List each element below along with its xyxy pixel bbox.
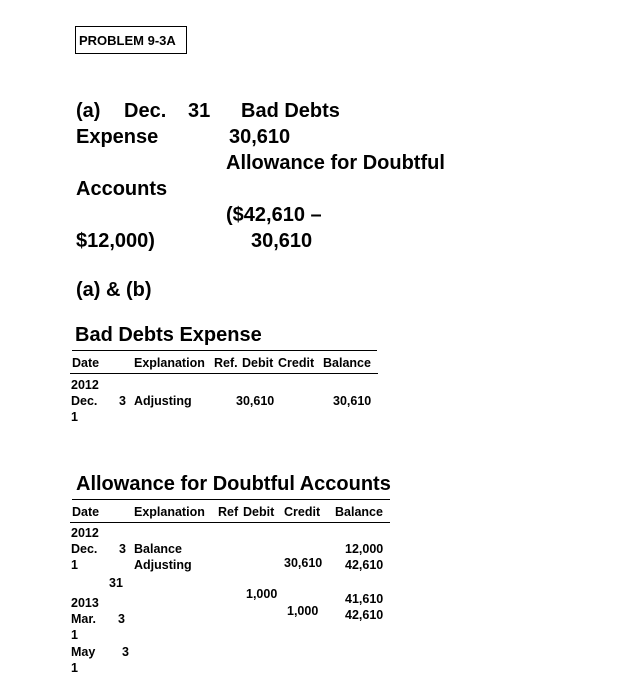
- entry-part: (a): [76, 100, 101, 122]
- ledger2-header-date: Date: [72, 505, 100, 519]
- ledger2-may-day: 3: [122, 645, 129, 659]
- calc-line1: ($42,610 –: [226, 204, 322, 226]
- calc-line2-amount: 30,610: [251, 230, 313, 252]
- ledger1-year: 2012: [71, 378, 99, 392]
- debit-account-line2: Expense: [76, 126, 159, 148]
- ledger2-balance-42610: 42,610: [345, 558, 384, 572]
- ledger1-row-balance: 30,610: [333, 394, 372, 408]
- ledger1-header-rule: [70, 373, 378, 374]
- ledger2-may-month: May: [71, 645, 96, 659]
- ledger1-header-date: Date: [72, 356, 100, 370]
- ledger2-balance-12000: 12,000: [345, 542, 384, 556]
- ledger1-header-debit: Debit: [242, 356, 274, 370]
- entry-date-month: Dec.: [124, 100, 167, 122]
- ledger2-dec-day: 3: [119, 542, 126, 556]
- ledger2-header-credit: Credit: [284, 505, 321, 519]
- calc-line2-left: $12,000): [76, 230, 155, 252]
- ledger2-dec-month: Dec.: [71, 542, 98, 556]
- ledger1-row-day: 3: [119, 394, 126, 408]
- ledger1-header-balance: Balance: [323, 356, 371, 370]
- ledger2-balance-41610: 41,610: [345, 592, 384, 606]
- ledger2-header-ref: Ref: [218, 505, 239, 519]
- ledger2-header-explanation: Explanation: [134, 505, 205, 519]
- ledger1-title: Bad Debts Expense: [75, 324, 262, 346]
- ledger2-mar-month: Mar.: [71, 612, 97, 626]
- ledger1-header-credit: Credit: [278, 356, 315, 370]
- ledger2-credit-1000: 1,000: [287, 604, 319, 618]
- ledger2-year-2012: 2012: [71, 526, 99, 540]
- ledger2-explanation-adjusting: Adjusting: [134, 558, 192, 572]
- ledger2-title-rule: [72, 499, 390, 500]
- debit-amount: 30,610: [229, 126, 291, 148]
- entry-date-day: 31: [188, 100, 211, 122]
- ledger2-credit-30610: 30,610: [284, 556, 323, 570]
- ledger2-debit-1000: 1,000: [246, 587, 278, 601]
- ledger2-mar-day: 3: [118, 612, 125, 626]
- ledger2-mar-day2: 1: [71, 628, 78, 642]
- ledger2-dec-day2: 1: [71, 558, 78, 572]
- ledger1-row-debit: 30,610: [236, 394, 275, 408]
- ledger1-title-rule: [72, 350, 377, 351]
- ledger2-title: Allowance for Doubtful Accounts: [76, 473, 391, 495]
- ledger1-row-month: Dec.: [71, 394, 98, 408]
- credit-account-line2: Accounts: [76, 178, 168, 200]
- ledger2-may-day2: 1: [71, 661, 78, 675]
- ledger2-balance-42610-b: 42,610: [345, 608, 384, 622]
- debit-account-line1: Bad Debts: [241, 100, 340, 122]
- ledger2-dec-day3: 31: [109, 576, 123, 590]
- ledger2-header-rule: [70, 522, 390, 523]
- ledger1-row-day2: 1: [71, 410, 78, 424]
- section-label: (a) & (b): [76, 279, 152, 301]
- ledger2-header-debit: Debit: [243, 505, 275, 519]
- ledger1-header-ref: Ref.: [214, 356, 238, 370]
- ledger2-explanation-balance: Balance: [134, 542, 182, 556]
- ledger1-header-explanation: Explanation: [134, 356, 205, 370]
- ledger2-year-2013: 2013: [71, 596, 99, 610]
- problem-label: PROBLEM 9-3A: [75, 26, 187, 54]
- ledger2-header-balance: Balance: [335, 505, 383, 519]
- credit-account-line1: Allowance for Doubtful: [226, 152, 445, 174]
- ledger1-row-explanation: Adjusting: [134, 394, 192, 408]
